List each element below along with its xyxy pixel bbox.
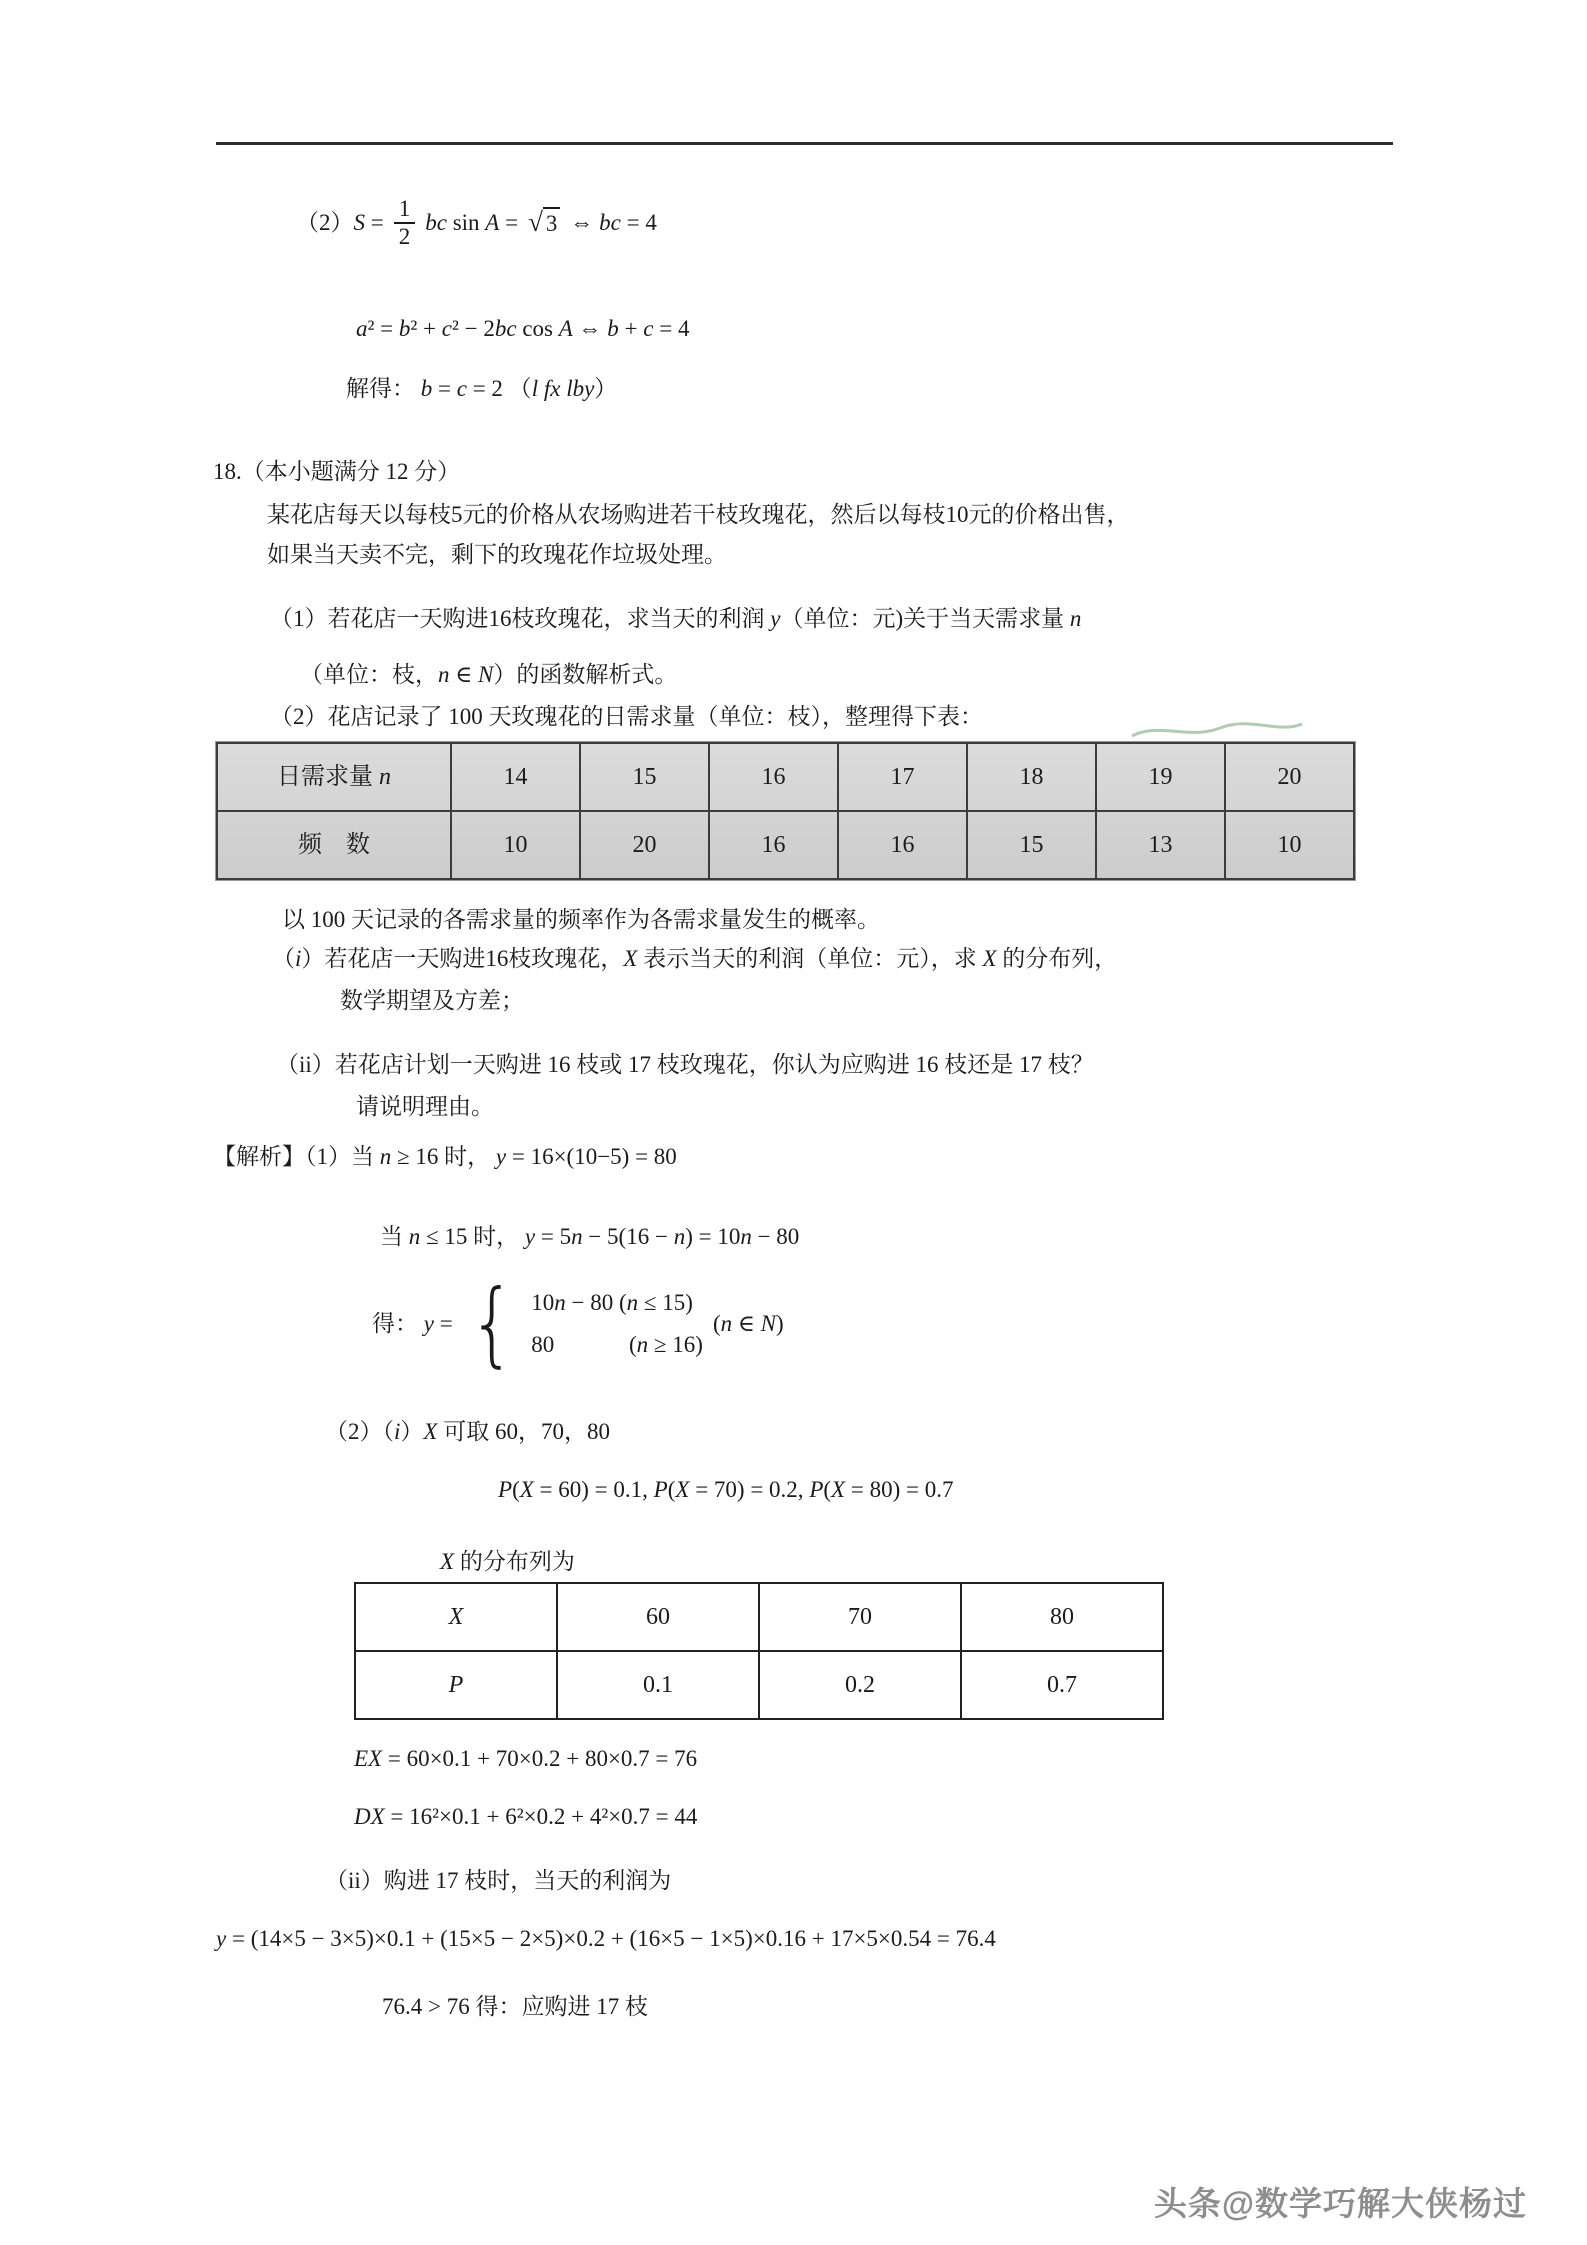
piecewise-case-top: 10n − 80 (n ≤ 15)	[531, 1290, 693, 1316]
distribution-table-cell: 0.2	[759, 1651, 961, 1719]
profit-17-line: y = (14×5 − 3×5)×0.1 + (15×5 − 2×5)×0.2 + (16×5 − 1×5)×0.16 + 17×5×0.54 = 76.4	[216, 1926, 996, 1951]
demand-table-cell: 15	[967, 811, 1096, 879]
piecewise-brace: {	[468, 1270, 516, 1377]
demand-table-cell: 16	[838, 811, 967, 879]
demand-table-cell: 18	[967, 743, 1096, 811]
distribution-table-cell: 60	[557, 1583, 759, 1651]
question-ii-line2: 请说明理由。	[356, 1094, 494, 1119]
distribution-table-header-cell: P	[355, 1651, 557, 1719]
expectation-line: EX = 60×0.1 + 70×0.2 + 80×0.7 = 76	[354, 1746, 698, 1771]
problem-part2-intro: （2）花店记录了 100 天玫瑰花的日需求量（单位：枝），整理得下表：	[270, 704, 983, 729]
variance-line: DX = 16²×0.1 + 6²×0.2 + 4²×0.7 = 44	[354, 1804, 698, 1829]
question-ii-line1: （ii）若花店计划一天购进 16 枝或 17 枝玫瑰花，你认为应购进 16 枝还是 17 枝？	[276, 1052, 1094, 1077]
distribution-table-cell: 80	[961, 1583, 1163, 1651]
piecewise-suffix: (n ∈ N)	[712, 1311, 784, 1337]
demand-table-header-cell: 日需求量 n	[217, 743, 451, 811]
fraction-numerator: 1	[398, 196, 411, 221]
distribution-table-cell: 0.7	[961, 1651, 1163, 1719]
conclusion-line: 76.4 > 76 得：应购进 17 枝	[382, 1994, 648, 2019]
distribution-table-cell: 0.1	[557, 1651, 759, 1719]
demand-table	[216, 742, 1355, 880]
problem-part1-line2: （单位：枝，n ∈ N）的函数解析式。	[300, 662, 678, 687]
demand-table-header-cell: 频 数	[217, 811, 451, 879]
solution-probabilities: P(X = 60) = 0.1, P(X = 70) = 0.2, P(X = 80) = 0.7	[498, 1477, 954, 1502]
prev-problem-fraction-line	[296, 196, 657, 250]
distribution-table-cell: 70	[759, 1583, 961, 1651]
demand-table-cell: 17	[838, 743, 967, 811]
watermark: 头条@数学巧解大侠杨过	[1153, 2185, 1527, 2222]
demand-table-cell: 15	[580, 743, 709, 811]
distribution-table-header-cell: X	[355, 1583, 557, 1651]
demand-table-cell: 10	[451, 811, 580, 879]
top-rule	[216, 142, 1393, 145]
distribution-table-x-row	[355, 1583, 1163, 1651]
prev-problem-solve-line: 解得： b = c = 2 （l fx lby）	[346, 376, 618, 401]
demand-table-cell: 13	[1096, 811, 1225, 879]
solution-x-values: （2）（i）X 可取 60，70，80	[325, 1419, 610, 1444]
green-scan-mark	[1128, 718, 1308, 744]
solution-part-ii-intro: （ii）购进 17 枝时，当天的利润为	[325, 1868, 672, 1893]
question-i-line1: （i）若花店一天购进16枝玫瑰花，X 表示当天的利润（单位：元），求 X 的分布列，	[272, 946, 1118, 971]
fraction	[394, 196, 416, 250]
demand-table-header-row	[217, 743, 1354, 811]
piecewise-case-bottom: 80 (n ≥ 16)	[531, 1332, 703, 1358]
fraction-denominator: 2	[394, 222, 416, 250]
distribution-table-p-row	[355, 1651, 1163, 1719]
demand-table-frequency-row	[217, 811, 1354, 879]
problem-part1-line1: （1）若花店一天购进16枝玫瑰花，求当天的利润 y（单位：元)关于当天需求量 n	[270, 606, 1082, 631]
problem-intro-line1: 某花店每天以每枝5元的价格从农场购进若干枝玫瑰花，然后以每枝10元的价格出售，	[267, 502, 1130, 527]
sqrt-symbol: √	[528, 206, 543, 237]
problem-heading: 18.（本小题满分 12 分）	[213, 459, 461, 484]
frequency-note: 以 100 天记录的各需求量的频率作为各需求量发生的概率。	[282, 907, 880, 932]
demand-table-cell: 19	[1096, 743, 1225, 811]
solution-line2: 当 n ≤ 15 时， y = 5n − 5(16 − n) = 10n − 80	[380, 1224, 800, 1249]
prev-problem-cosine-law-line: a² = b² + c² − 2bc cos A ⇔ b + c = 4	[356, 316, 690, 341]
distribution-table	[354, 1582, 1164, 1720]
demand-table-cell: 16	[709, 743, 838, 811]
demand-table-cell: 20	[580, 811, 709, 879]
formula-prefix: （2）S =	[296, 209, 384, 235]
problem-intro-line2: 如果当天卖不完，剩下的玫瑰花作垃圾处理。	[267, 542, 727, 567]
demand-table-cell: 10	[1225, 811, 1354, 879]
piecewise-cases	[531, 1286, 703, 1362]
demand-table-cell: 20	[1225, 743, 1354, 811]
formula-middle: bc sin A =	[425, 209, 519, 235]
sqrt-radicand: 3	[543, 207, 561, 239]
square-root	[528, 207, 560, 239]
question-i-line2: 数学期望及方差；	[340, 988, 524, 1013]
formula-tail: ⇔ bc = 4	[570, 209, 657, 235]
distribution-title: X 的分布列为	[440, 1549, 575, 1574]
piecewise-prefix: 得： y =	[372, 1311, 453, 1337]
demand-table-cell: 14	[451, 743, 580, 811]
solution-piecewise	[372, 1270, 784, 1377]
solution-line1: 【解析】（1）当 n ≥ 16 时， y = 16×(10−5) = 80	[213, 1144, 677, 1169]
demand-table-cell: 16	[709, 811, 838, 879]
